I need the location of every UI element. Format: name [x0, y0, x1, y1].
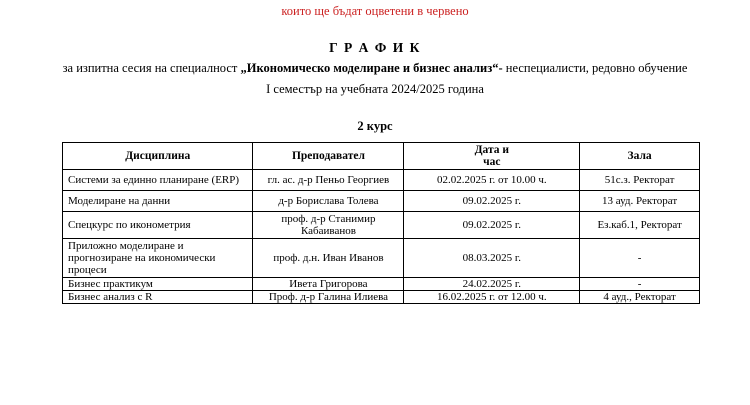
col-header-lecturer: Преподавател	[253, 143, 404, 170]
table-row	[63, 291, 700, 304]
col-header-datetime-line2: час	[483, 156, 501, 168]
col-header-datetime-line1: Дата и	[474, 144, 510, 156]
cell-discipline: Бизнес анализ с R	[63, 291, 253, 304]
cell-room: 4 ауд., Ректорат	[580, 291, 700, 304]
cell-lecturer: проф. д-р Станимир Кабаиванов	[253, 212, 404, 239]
cell-datetime: 09.02.2025 г.	[404, 212, 580, 239]
cell-datetime: 02.02.2025 г. от 10.00 ч.	[404, 170, 580, 191]
cell-discipline: Спецкурс по иконометрия	[63, 212, 253, 239]
table-row	[63, 191, 700, 212]
col-header-room: Зала	[580, 143, 700, 170]
cell-datetime: 09.02.2025 г.	[404, 191, 580, 212]
subtitle-specialty-bold: „Икономическо моделиране и бизнес анализ“-	[240, 61, 503, 75]
table-header-row	[63, 143, 700, 170]
red-note-line: които ще бъдат оцветени в червено	[281, 4, 469, 18]
table-row	[63, 212, 700, 239]
cell-room: 13 ауд. Ректорат	[580, 191, 700, 212]
cell-room: 51с.з. Ректорат	[580, 170, 700, 191]
table-row	[63, 170, 700, 191]
schedule-subtitle	[0, 61, 750, 76]
semester-line: І семестър на учебната 2024/2025 година	[266, 82, 484, 96]
cell-room: -	[580, 239, 700, 278]
cell-lecturer: гл. ас. д-р Пеньо Георгиев	[253, 170, 404, 191]
table-row	[63, 239, 700, 278]
cell-datetime: 08.03.2025 г.	[404, 239, 580, 278]
cell-datetime: 24.02.2025 г.	[404, 278, 580, 291]
col-header-discipline: Дисциплина	[63, 143, 253, 170]
cell-room: Ез.каб.1, Ректорат	[580, 212, 700, 239]
cell-discipline: Бизнес практикум	[63, 278, 253, 291]
subtitle-suffix: неспециалисти, редовно обучение	[502, 61, 688, 75]
schedule-table	[62, 142, 700, 304]
cell-discipline: Приложно моделиране и прогнозиране на икономически процеси	[63, 239, 253, 278]
col-header-datetime	[404, 143, 580, 170]
cell-lecturer: Проф. д-р Галина Илиева	[253, 291, 404, 304]
table-row	[63, 278, 700, 291]
course-heading: 2 курс	[357, 119, 393, 133]
cell-lecturer: проф. д.н. Иван Иванов	[253, 239, 404, 278]
cell-discipline: Системи за единно планиране (ERP)	[63, 170, 253, 191]
cell-discipline: Моделиране на данни	[63, 191, 253, 212]
subtitle-prefix: за изпитна сесия на специалност	[62, 61, 241, 75]
cell-lecturer: Ивета Григорова	[253, 278, 404, 291]
schedule-title: Г Р А Ф И К	[329, 40, 421, 55]
cell-lecturer: д-р Борислава Толева	[253, 191, 404, 212]
cell-room: -	[580, 278, 700, 291]
cell-datetime: 16.02.2025 г. от 12.00 ч.	[404, 291, 580, 304]
